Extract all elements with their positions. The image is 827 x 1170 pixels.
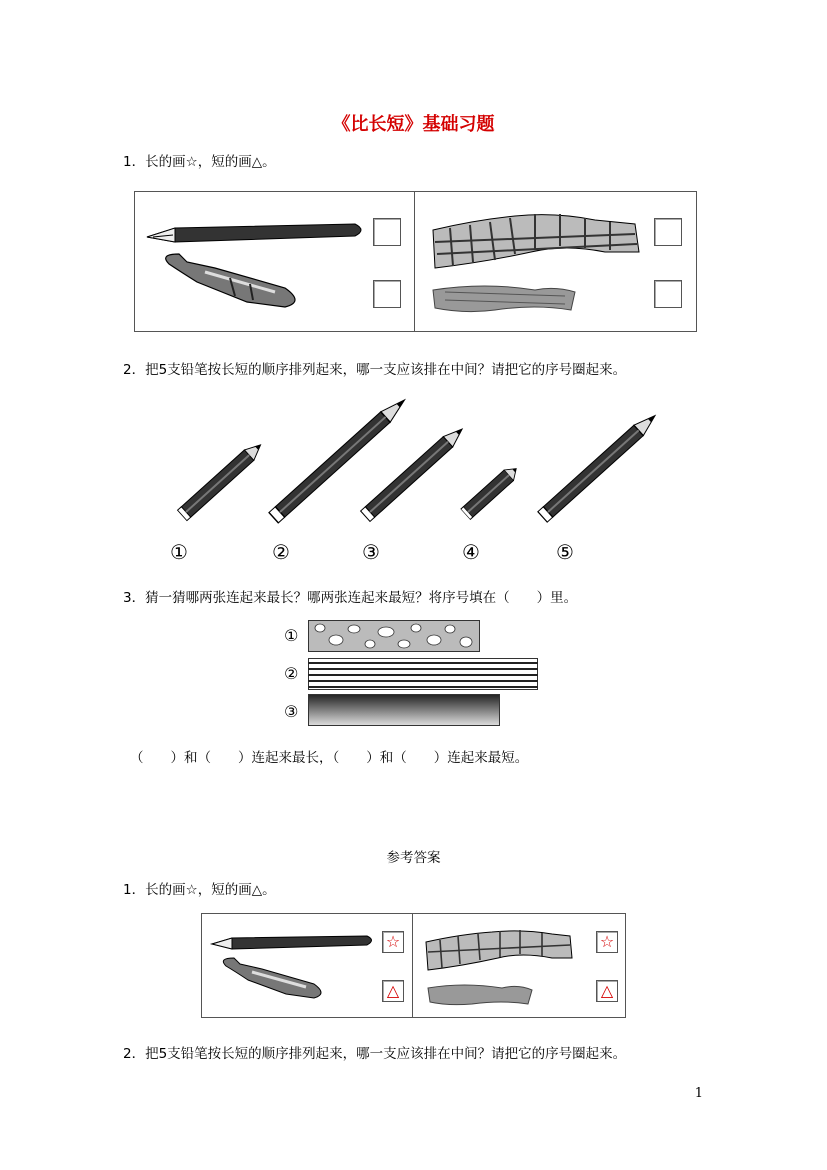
answer-question-1: 1．长的画☆，短的画△。 [123,882,276,898]
answer-mark-pen-short: △ [382,980,404,1002]
answer-mark-pen-long: ☆ [382,931,404,953]
question-1: 1．长的画☆，短的画△。 [123,154,276,170]
strip-label-3: ③ [284,702,299,721]
long-scarf-icon [433,214,639,268]
answer-mark-scarf-short: △ [596,980,618,1002]
strip-2-striped [308,658,538,690]
pencil-label-5[interactable]: ⑤ [556,540,574,564]
q1-answer-box-scarf-long[interactable] [654,218,682,246]
answer-short-scarf-icon [428,985,532,1005]
answer-long-scarf-icon [426,930,572,970]
pencil-4-icon [461,463,521,519]
answer-q1-illustration [202,914,625,1017]
answer-mark-scarf-long: ☆ [596,931,618,953]
page-number: 1 [694,1086,703,1101]
q1-illustration [135,192,696,331]
q1-answer-box-pen-long[interactable] [373,218,401,246]
pencil-label-3[interactable]: ③ [362,540,380,564]
answer-short-pen-icon [223,958,321,998]
short-scarf-icon [433,286,575,312]
answers-heading: 参考答案 [386,850,441,866]
question-2: 2．把5支铅笔按长短的顺序排列起来，哪一支应该排在中间？请把它的序号圈起来。 [123,362,627,378]
short-pen-icon [166,254,295,307]
strip-1-dotted [308,620,480,652]
pencil-label-1[interactable]: ① [170,540,188,564]
pencils-illustration [160,390,680,570]
strip-3-gradient [308,694,500,726]
pencil-3-icon [361,424,467,522]
pencil-1-icon [178,440,266,521]
pencil-label-2[interactable]: ② [272,540,290,564]
question-3: 3．猜一猜哪两张连起来最长？哪两张连起来最短？将序号填在（ ）里。 [123,590,578,606]
q1-picture-box [134,191,697,332]
answer-question-2: 2．把5支铅笔按长短的顺序排列起来，哪一支应该排在中间？请把它的序号圈起来。 [123,1046,627,1062]
answer-long-pen-icon [212,936,372,949]
pencil-5-icon [538,410,660,522]
question-3-blanks[interactable]: （ ）和（ ）连起来最长，（ ）和（ ）连起来最短。 [130,750,529,766]
strip-label-1: ① [284,626,299,645]
pencil-label-4[interactable]: ④ [462,540,480,564]
strip-label-2: ② [284,664,299,683]
q1-answer-box-scarf-short[interactable] [654,280,682,308]
page-title: 《比长短》基础习题 [332,114,495,135]
long-pen-icon [147,224,361,242]
answer-q1-picture-box [201,913,626,1018]
q1-answer-box-pen-short[interactable] [373,280,401,308]
